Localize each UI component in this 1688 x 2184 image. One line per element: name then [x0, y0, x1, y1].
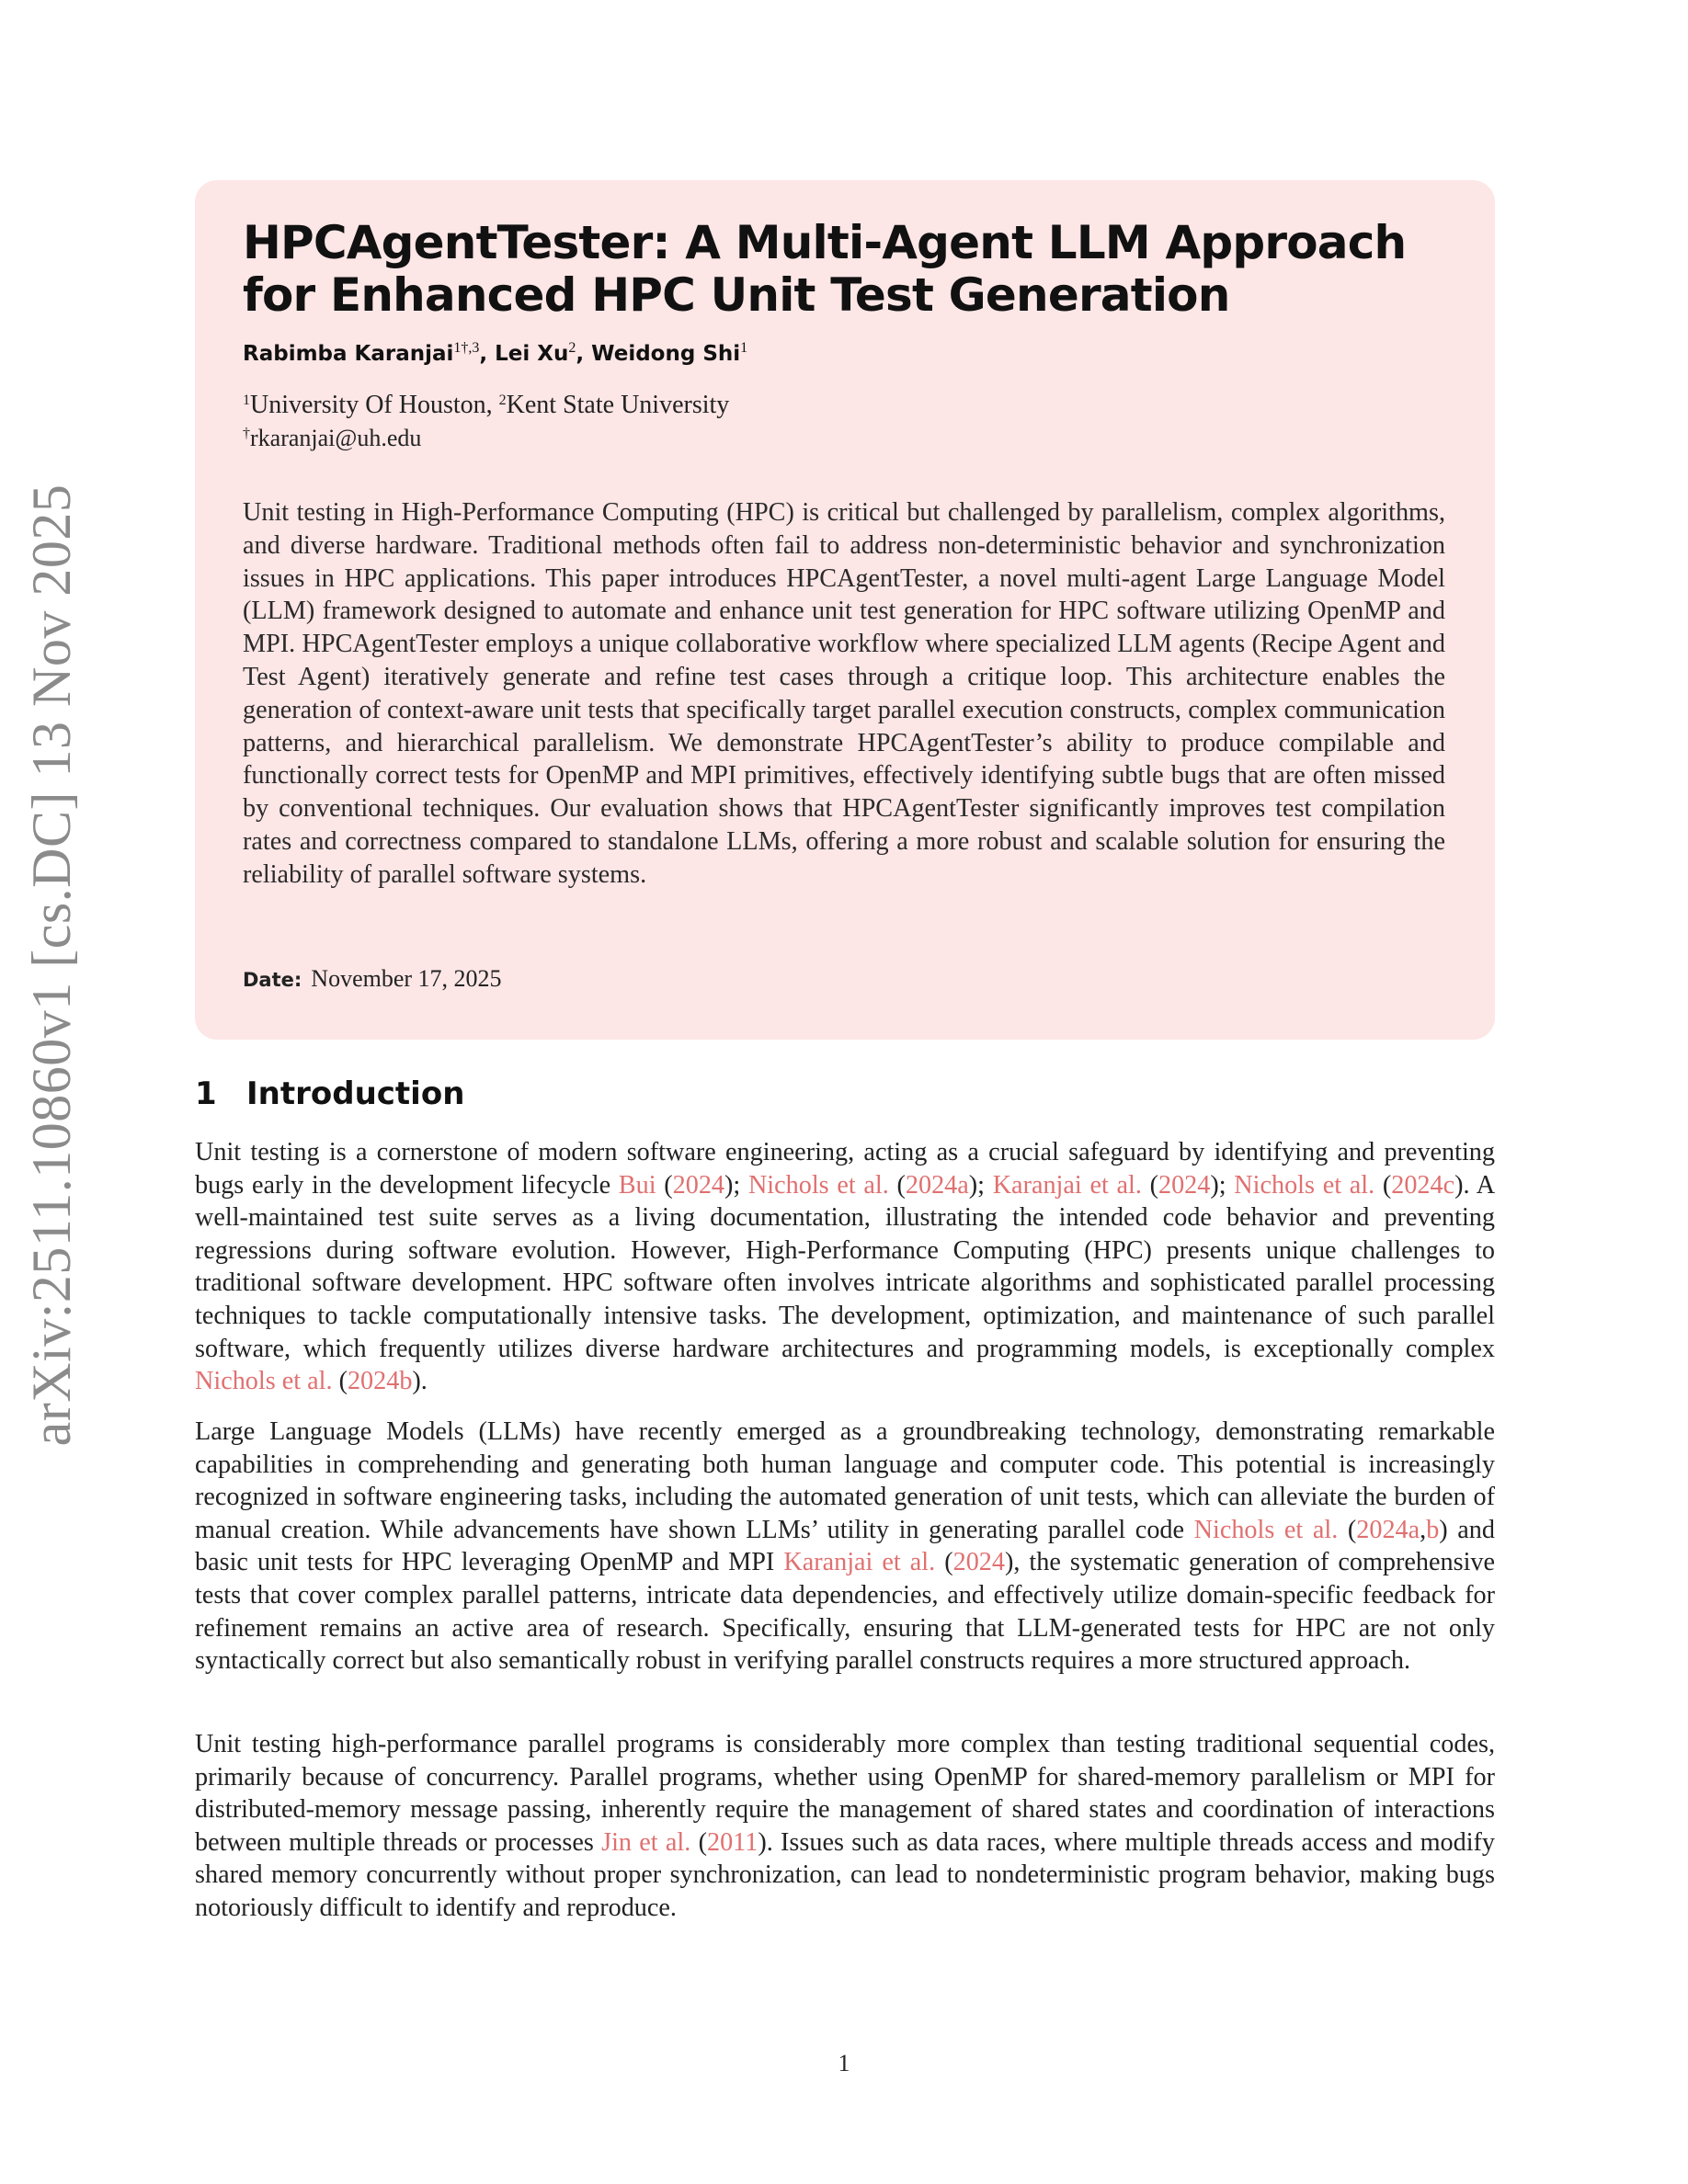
author-separator: ,: [576, 342, 592, 366]
citation-link[interactable]: 2024a: [905, 1170, 969, 1200]
paragraph-text: );: [1210, 1170, 1235, 1200]
body-paragraph: [195, 1416, 1495, 1678]
citation-link[interactable]: Nichols et al.: [1193, 1515, 1339, 1544]
date-line: [243, 963, 502, 995]
paragraph-text: );: [968, 1170, 993, 1200]
paragraph-text: (: [656, 1170, 673, 1200]
paper-title: HPCAgentTester: A Multi-Agent LLM Approach for Enhanced HPC Unit Test Generation: [243, 216, 1407, 322]
arxiv-identifier-stamp: arXiv:2511.10860v1 [cs.DC] 13 Nov 2025: [21, 483, 82, 1447]
abstract-text: Unit testing in High-Performance Computing (HPC) is critical but challenged by parallelism, complex algorithms, and diverse hardware. Traditional methods often fail to address non-deterministic behavior and synchronization issues in HPC applications. This paper introduces HPCAgentTester, a novel multi-agent Large Language Model (LLM) framework designed to automate and enhance unit test generation for HPC software utilizing OpenMP and MPI. HPCAgentTester employs a unique collaborative workflow where specialized LLM agents (Recipe Agent and Test Agent) iteratively generate and refine test cases through a critique loop. This architecture enables the generation of context-aware unit tests that specifically target parallel execution constructs, complex communication patterns, and hierarchical parallelism. We demonstrate HPCAgentTester’s ability to produce compilable and functionally correct tests for OpenMP and MPI primitives, effectively identifying subtle bugs that are often missed by conventional techniques. Our evaluation shows that HPCAgentTester significantly improves test compilation rates and correctness compared to standalone LLMs, offering a more robust and scalable solution for ensuring the reliability of parallel software systems.: [243, 498, 1445, 889]
affiliation-mark: 2: [498, 392, 507, 408]
affiliation-mark: 1: [243, 392, 250, 408]
paragraph-text: (: [332, 1367, 348, 1396]
author-separator: ,: [479, 342, 496, 366]
contact-email: rkaranjai@uh.edu: [250, 425, 422, 451]
paragraph-text: ) and basic unit tests for HPC leveraging OpenMP and MPI: [195, 1515, 1495, 1577]
paragraph-text: ).: [412, 1367, 428, 1396]
body-paragraph: [195, 1728, 1495, 1925]
body-paragraph: [195, 1136, 1495, 1398]
citation-link[interactable]: Nichols et al.: [195, 1367, 333, 1396]
section-title: Introduction: [246, 1075, 465, 1112]
date-label: Date:: [243, 969, 302, 991]
paragraph-text: (: [690, 1827, 707, 1857]
citation-link[interactable]: Jin et al.: [601, 1827, 691, 1857]
citation-link[interactable]: Karanjai et al.: [783, 1548, 936, 1577]
paragraph-text: (: [1374, 1170, 1392, 1200]
paragraph-text: (: [888, 1170, 906, 1200]
page-number: 1: [838, 2050, 850, 2076]
section-heading: [195, 1074, 464, 1114]
paragraph-text: (: [1338, 1515, 1357, 1544]
author-list: [243, 338, 747, 370]
paragraph-text: Large Language Models (LLMs) have recently emerged as a groundbreaking technology, demonstrating remarkable capabilities in comprehending and generating both human language and computer code. This potential is increasingly recognized in software engineering tasks, including the automated generation of unit tests, which can alleviate the burden of manual creation. While advancements have shown LLMs’ utility in generating parallel code: [195, 1417, 1495, 1544]
citation-link[interactable]: 2024a: [1356, 1515, 1420, 1544]
paragraph-text: ), the systematic generation of comprehensive tests that cover complex parallel patterns, intricate data dependencies, and effectively utilize domain-specific feedback for refinement remains an active area of research. Specifically, ensuring that LLM-generated tests for HPC are not only syntactically correct but also semantically robust in verifying parallel constructs requires a more structured approach.: [195, 1548, 1496, 1676]
citation-link[interactable]: Nichols et al.: [1234, 1170, 1375, 1200]
citation-link[interactable]: 2024b: [347, 1367, 413, 1396]
citation-link[interactable]: Bui: [618, 1170, 656, 1200]
paragraph-text: ,: [1420, 1515, 1427, 1544]
author-name: Lei Xu: [495, 342, 569, 366]
paragraph-text: Unit testing high-performance parallel programs is considerably more complex than testing traditional sequential codes, primarily because of concurrency. Parallel programs, whether using OpenMP for shared-memory parallelism or MPI for distributed-memory message passing, inherently require the management of shared states and coordination of interactions between multiple threads or processes: [195, 1730, 1495, 1857]
contact-mark: †: [243, 426, 250, 441]
citation-link[interactable]: 2024: [1158, 1170, 1211, 1200]
paragraph-text: (: [935, 1548, 953, 1577]
citation-link[interactable]: 2011: [706, 1827, 758, 1857]
contact-email-line: [243, 423, 421, 454]
author-name: Weidong Shi: [591, 342, 741, 366]
author-affiliation-mark: 1†,3: [453, 340, 480, 356]
date-value: November 17, 2025: [311, 965, 502, 992]
section-number: 1: [195, 1075, 217, 1112]
affiliation-separator: ,: [485, 391, 499, 419]
paragraph-text: );: [724, 1170, 748, 1200]
citation-link[interactable]: 2024: [672, 1170, 724, 1200]
citation-link[interactable]: 2024: [952, 1548, 1005, 1577]
citation-link[interactable]: Nichols et al.: [747, 1170, 889, 1200]
citation-link[interactable]: 2024c: [1391, 1170, 1455, 1200]
author-affiliation-mark: 2: [568, 340, 576, 356]
citation-link[interactable]: Karanjai et al.: [992, 1170, 1142, 1200]
citation-link[interactable]: b: [1426, 1515, 1440, 1544]
affiliation-list: [243, 390, 729, 421]
affiliation-name: University Of Houston: [250, 391, 486, 419]
paragraph-text: (: [1141, 1170, 1158, 1200]
paragraph-text: ). A well-maintained test suite serves as a living documentation, illustrating the intended code behavior and preventing regressions during software evolution. However, High-Performance Computing (HPC) presents unique challenges to traditional software development. HPC software often involves intricate algorithms and sophisticated parallel processing techniques to tackle computationally intensive tasks. The development, optimization, and maintenance of such parallel software, which frequently utilizes diverse hardware architectures and programming models, is exceptionally complex: [195, 1170, 1496, 1363]
paragraph-text: Unit testing is a cornerstone of modern software engineering, acting as a crucial safeguard by identifying and preventing bugs early in the development lifecycle: [195, 1138, 1495, 1200]
affiliation-name: Kent State University: [506, 391, 730, 419]
author-name: Rabimba Karanjai: [243, 342, 454, 366]
author-affiliation-mark: 1: [740, 340, 748, 356]
paragraph-text: ). Issues such as data races, where multiple threads access and modify shared memory concurrently without proper synchronization, can lead to nondeterministic program behavior, making bugs notoriously difficult to identify and reproduce.: [195, 1827, 1496, 1922]
